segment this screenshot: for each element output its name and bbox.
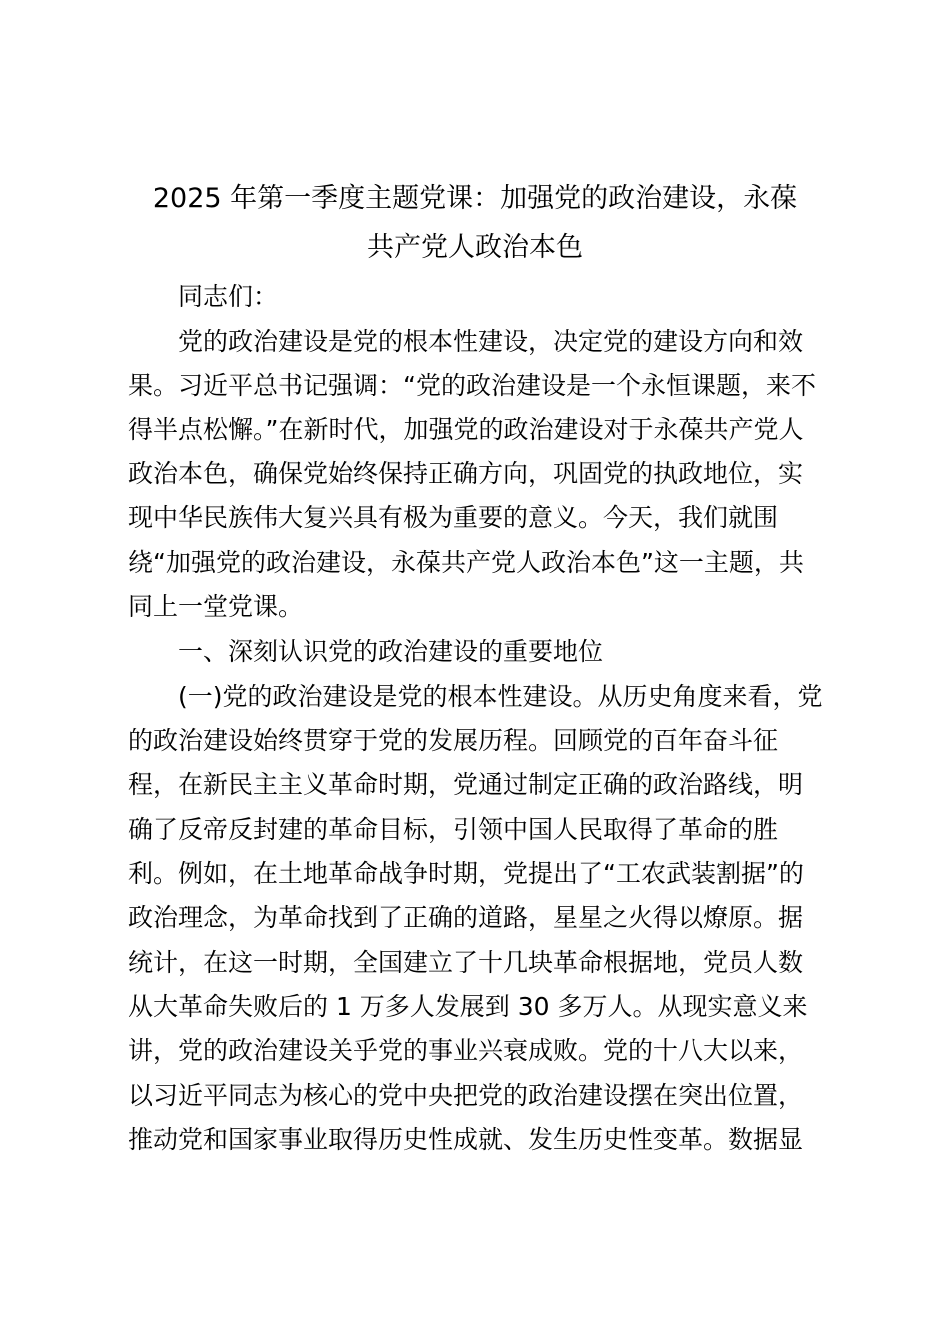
salutation: 同志们： (178, 282, 279, 311)
body-line: 以习近平同志为核心的党中央把党的政治建设摆在突出位置， (128, 1081, 804, 1110)
body-line: 政治理念，为革命找到了正确的道路，星星之火得以燎原。据 (128, 903, 804, 932)
body-line: 同上一堂党课。 (128, 592, 304, 621)
body-line: 政治本色，确保党始终保持正确方向，巩固党的执政地位，实 (128, 459, 804, 488)
body-line: 党的政治建设是党的根本性建设，决定党的建设方向和效 (178, 327, 804, 356)
body-line: 从大革命失败后的 1 万多人发展到 30 多万人。从现实意义来 (128, 992, 808, 1021)
body-line: 确了反帝反封建的革命目标，引领中国人民取得了革命的胜 (128, 815, 779, 844)
body-line: 得半点松懈。”在新时代，加强党的政治建设对于永葆共产党人 (128, 415, 804, 444)
body-line: 现中华民族伟大复兴具有极为重要的意义。今天，我们就围 (128, 503, 779, 532)
body-line: 程，在新民主主义革命时期，党通过制定正确的政治路线，明 (128, 770, 804, 799)
body-line: (一)党的政治建设是党的根本性建设。从历史角度来看，党 (178, 682, 823, 711)
body-line: 统计，在这一时期，全国建立了十几块革命根据地，党员人数 (128, 948, 804, 977)
body-line: 绕“加强党的政治建设，永葆共产党人政治本色”这一主题，共 (128, 548, 804, 577)
body-line: 利。例如，在土地革命战争时期，党提出了“工农武装割据”的 (128, 859, 804, 888)
body-line: 推动党和国家事业取得历史性成就、发生历史性变革。数据显 (128, 1125, 804, 1154)
section-heading: 一、深刻认识党的政治建设的重要地位 (178, 637, 604, 666)
body-line: 果。习近平总书记强调：“党的政治建设是一个永恒课题，来不 (128, 371, 816, 400)
body-line: 讲，党的政治建设关乎党的事业兴衰成败。党的十八大以来， (128, 1036, 804, 1065)
body-line: 的政治建设始终贯穿于党的发展历程。回顾党的百年奋斗征 (128, 726, 779, 755)
title-line-1: 2025 年第一季度主题党课：加强党的政治建设，永葆 (152, 183, 798, 214)
title-line-2: 共产党人政治本色 (367, 232, 583, 263)
